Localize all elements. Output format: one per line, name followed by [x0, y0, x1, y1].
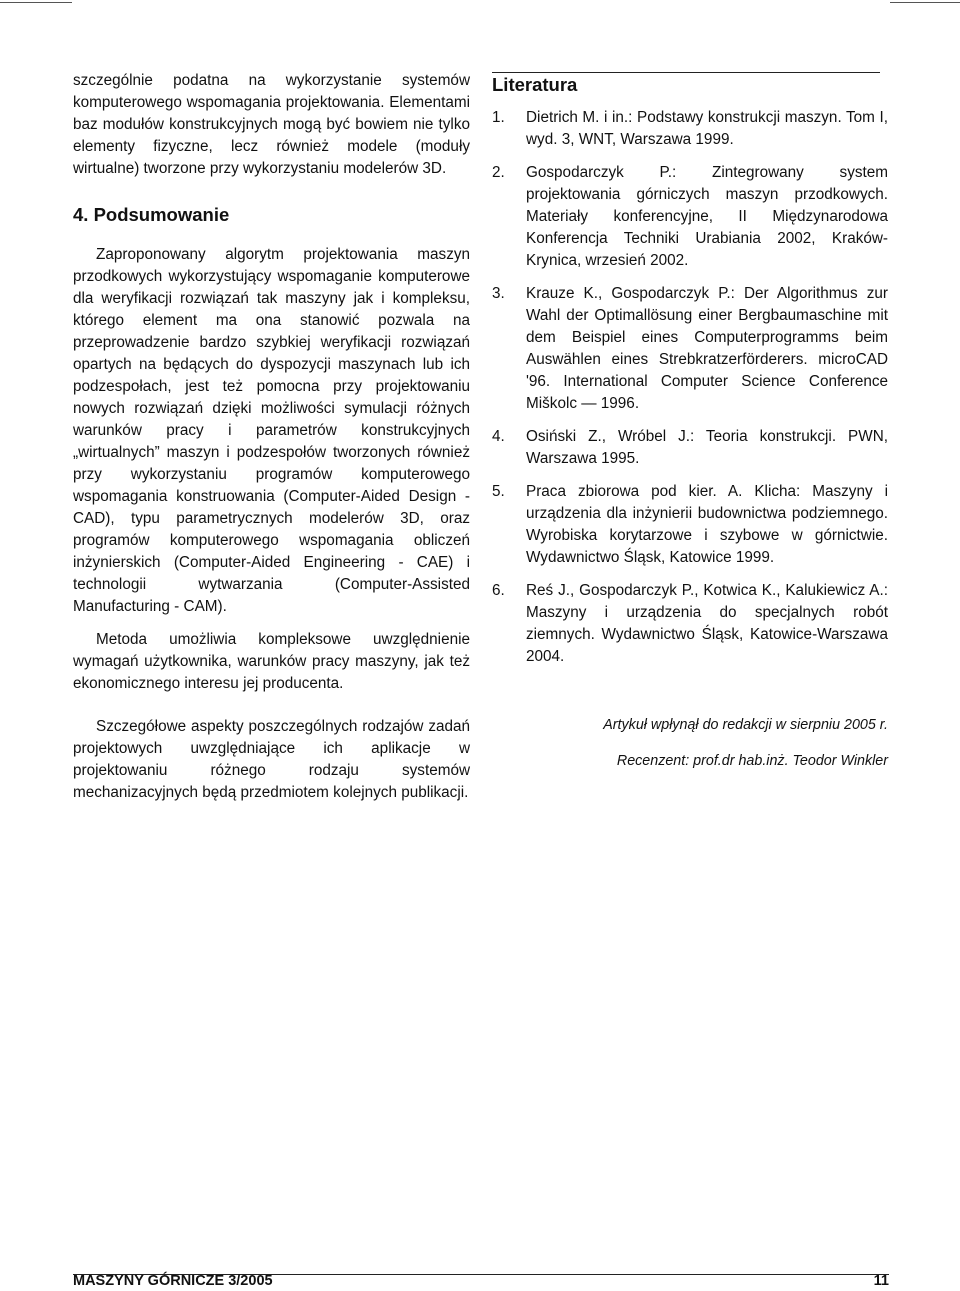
- reference-number: 2.: [492, 164, 505, 181]
- reference-item: [492, 162, 888, 272]
- reference-item: [492, 481, 888, 569]
- reviewer-note: Recenzent: prof.dr hab.inż. Teodor Winkler: [616, 753, 888, 769]
- reference-number: 5.: [492, 483, 505, 500]
- reference-text: Gospodarczyk P.: Zintegrowany system projektowania górniczych maszyn przodkowych. Materiały konferencyjne, II Międzynarodowa Konferencja Techniki Urabiania 2002, Kraków-Krynica, wrzesień 2002.: [526, 164, 888, 269]
- reference-item: [492, 107, 888, 151]
- reference-text: Praca zbiorowa pod kier. A. Klicha: Maszyny i urządzenia dla inżynierii budownictwa podziemnego. Wyrobiska korytarzowe i szybowe w górnictwie. Wydawnictwo Śląsk, Katowice 1999.: [526, 483, 888, 566]
- references-heading: Literatura: [492, 74, 578, 95]
- left-column: [73, 70, 470, 804]
- right-column: [492, 70, 888, 787]
- reference-item: [492, 580, 888, 668]
- crop-mark-right: [890, 2, 960, 3]
- received-note: Artykuł wpłynął do redakcji w sierpniu 2005 r.: [603, 717, 888, 733]
- reference-number: 4.: [492, 428, 505, 445]
- reference-list: [492, 107, 888, 668]
- section-heading: 4. Podsumowanie: [73, 204, 230, 225]
- editorial-notes: [492, 715, 888, 771]
- reference-item: [492, 283, 888, 415]
- reference-text: Osiński Z., Wróbel J.: Teoria konstrukcji. PWN, Warszawa 1995.: [526, 428, 888, 467]
- reference-number: 3.: [492, 285, 505, 302]
- reference-number: 1.: [492, 109, 505, 126]
- reference-item: [492, 426, 888, 470]
- reference-number: 6.: [492, 582, 505, 599]
- reference-text: Krauze K., Gospodarczyk P.: Der Algorithmus zur Wahl der Optimallösung einer Bergbaumaschine mit dem Beispiel eines Computerprogramms beim Auswählen eines Strebkratzerförderers. microCAD '96. International Computer Science Conference Miškolc — 1996.: [526, 285, 888, 412]
- reference-text: Reś J., Gospodarczyk P., Kotwica K., Kalukiewicz A.: Maszyny i urządzenia do specjalnych robót ziemnych. Wydawnictwo Śląsk, Katowice-Warszawa 2004.: [526, 582, 888, 665]
- summary-paragraph-2: Metoda umożliwia kompleksowe uwzględnienie wymagań użytkownika, warunków pracy maszyny, jak też ekonomicznego interesu jej producenta.: [73, 631, 470, 692]
- summary-paragraph-1: Zaproponowany algorytm projektowania maszyn przodkowych wykorzystujący wspomaganie komputerowe dla weryfikacji rozwiązań tak maszyny jak i kompleksu, którego element ma ona stanowić pozwala na przeprowadzenie bardzo szybkiej weryfikacji rozwiązań opartych na będących do dyspozycji maszynach lub ich podzespołach, jest też pomocna przy projektowaniu nowych rozwiązań dzięki możliwości symulacji różnych warunków pracy i parametrów konstrukcyjnych „wirtualnych” maszyn i podzespołów tworzonych również przy wykorzystaniu programów komputerowego wspomagania konstruowania (Computer-Aided Design - CAD), typu parametrycznych modelerów 3D, oraz programów komputerowego wspomagania obliczeń inżynierskich (Computer-Aided Engineering - CAE) i technologii wytwarzania (Computer-Assisted Manufacturing - CAM).: [73, 246, 470, 615]
- reference-text: Dietrich M. i in.: Podstawy konstrukcji maszyn. Tom I, wyd. 3, WNT, Warszawa 1999.: [526, 109, 888, 148]
- summary-paragraph-3: Szczegółowe aspekty poszczególnych rodzajów zadań projektowych uwzględniające ich aplikacje w projektowaniu różnego rodzaju systemów mechanizacyjnych będą przedmiotem kolejnych publikacji.: [73, 718, 470, 801]
- crop-mark-left: [0, 2, 72, 3]
- intro-paragraph: szczególnie podatna na wykorzystanie systemów komputerowego wspomagania projektowania. Elementami baz modułów konstrukcyjnych mogą być bowiem nie tylko elementy fizyczne, lecz również modele (moduły wirtualne) tworzone przy wykorzystaniu modelerów 3D.: [73, 72, 470, 177]
- page-number: 11: [873, 1273, 889, 1289]
- journal-name: MASZYNY GÓRNICZE 3/2005: [73, 1273, 273, 1289]
